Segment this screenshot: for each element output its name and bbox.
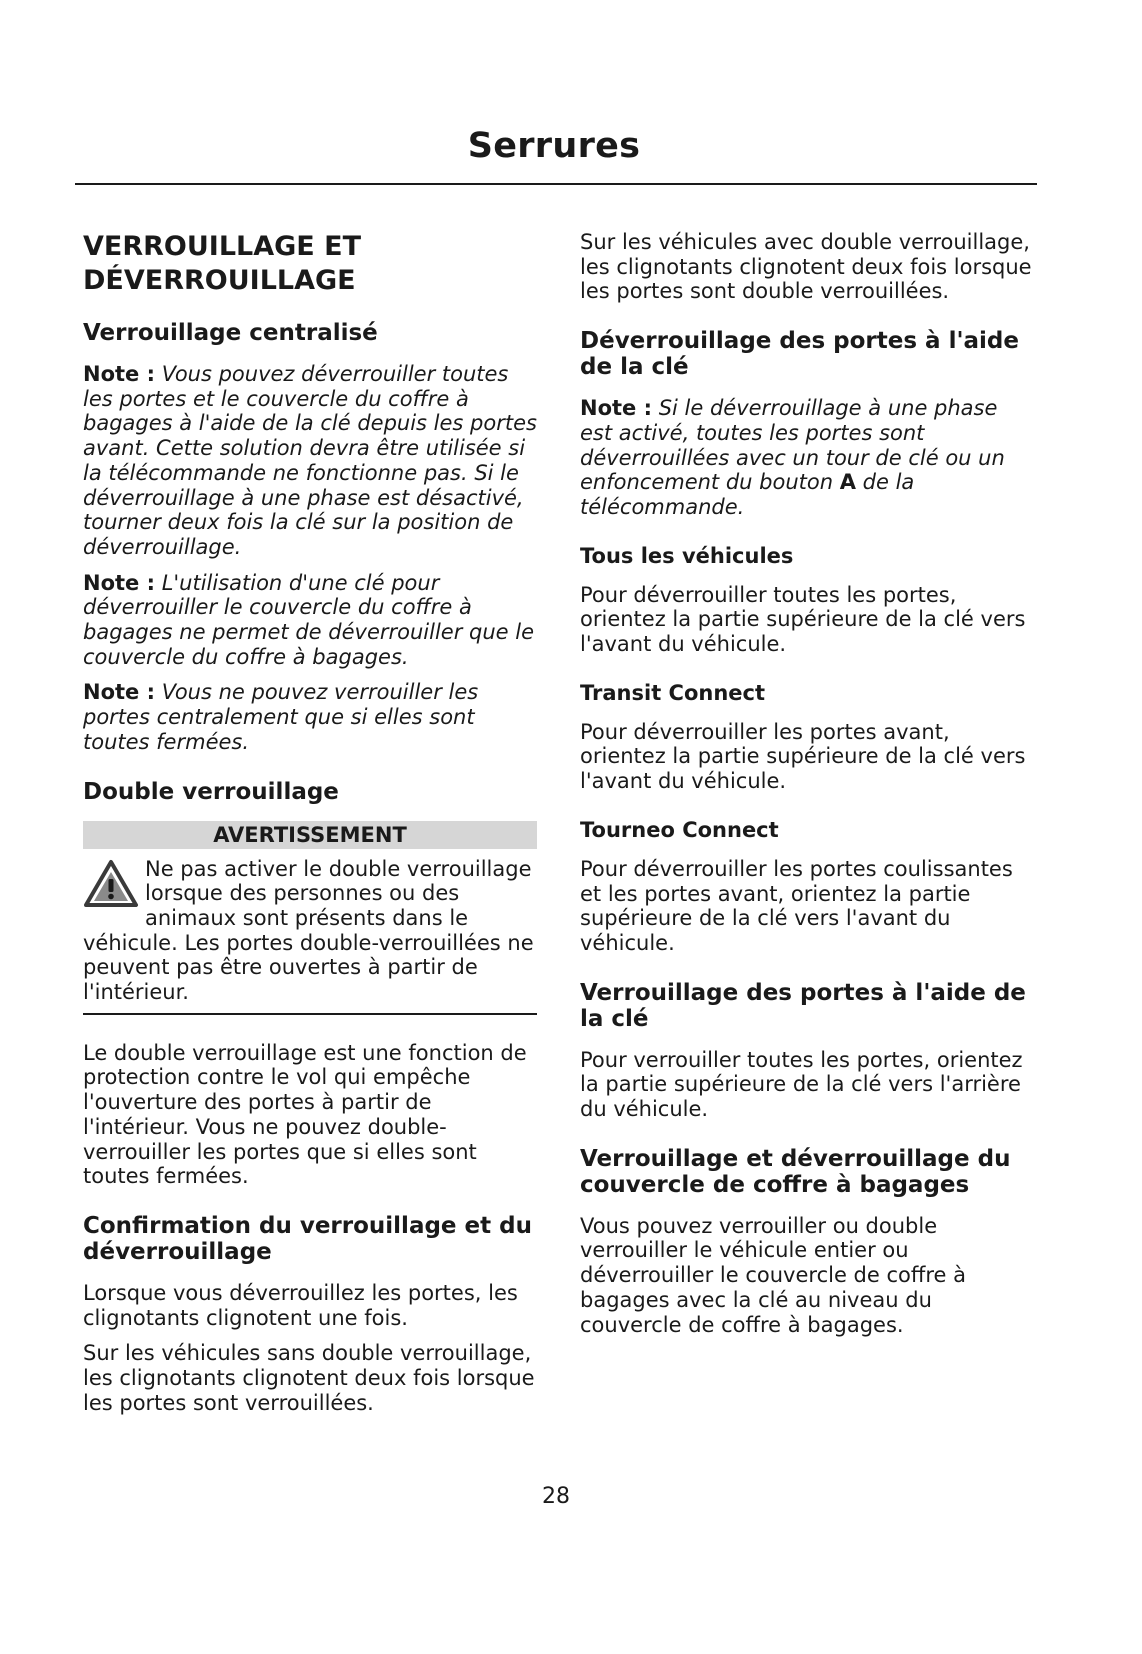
section-heading-locking: VERROUILLAGE ET DÉVERROUILLAGE: [83, 231, 362, 296]
warning-title-bar: AVERTISSEMENT: [83, 821, 537, 849]
note-central-2: [83, 571, 537, 670]
note-central-1: [83, 362, 537, 560]
note-text-end: de la télécommande.: [580, 470, 915, 519]
subheading-double-locking: Double verrouillage: [83, 778, 339, 805]
note-text: Si le déverrouillage à une phase est activé, toutes les portes sont déverrouillées avec un tour de clé ou un enfoncement du bouton: [580, 396, 1005, 495]
subheading-unlock-key: Déverrouillage des portes à l'aide de la clé: [580, 328, 1019, 381]
subheading-lock-key: Verrouillage des portes à l'aide de la clé: [580, 979, 1026, 1032]
subheading-central-locking: Verrouillage centralisé: [83, 320, 378, 346]
trunk-lid-text: Vous pouvez verrouiller ou double verrouiller le véhicule entier ou déverrouiller le couvercle de coffre à bagages avec la clé au niveau du couvercle de coffre à bagages.: [580, 1213, 966, 1337]
confirmation-paragraph-1: Lorsque vous déverrouillez les portes, les clignotants clignotent une fois.: [83, 1280, 518, 1330]
subheading-all-vehicles: Tous les véhicules: [580, 543, 794, 568]
note-label: Note :: [83, 570, 155, 595]
button-a-label: A: [839, 470, 856, 495]
note-label: Note :: [83, 362, 155, 386]
transit-connect-text: Pour déverrouiller les portes avant, orientez la partie supérieure de la clé vers l'avant du véhicule.: [580, 719, 1026, 794]
note-central-3: [83, 680, 537, 754]
warning-text: Ne pas activer le double verrouillage lorsque des personnes ou des animaux sont présents dans le véhicule. Les portes double-verrouillées ne peuvent pas être ouvertes à partir de l'intérieur.: [83, 856, 534, 1005]
subheading-transit-connect: Transit Connect: [580, 680, 766, 705]
confirmation-paragraph-2: Sur les véhicules sans double verrouillage, les clignotants clignotent deux fois lorsque les portes sont verrouillées.: [83, 1341, 535, 1415]
page-title: Serrures: [467, 126, 641, 166]
note-label: Note :: [83, 680, 155, 705]
subheading-trunk-lid: Verrouillage et déverrouillage du couvercle de coffre à bagages: [580, 1145, 1011, 1198]
tourneo-connect-text: Pour déverrouiller les portes coulissantes et les portes avant, orientez la partie supérieure de la clé vers l'avant du véhicule.: [580, 856, 1013, 955]
page-number: 28: [542, 1484, 570, 1509]
warning-divider: [83, 1013, 537, 1015]
warning-triangle-icon: [83, 859, 139, 909]
left-column: [83, 230, 537, 1427]
subheading-tourneo-connect: Tourneo Connect: [580, 817, 779, 842]
warning-box: [83, 857, 537, 1005]
all-vehicles-text: Pour déverrouiller toutes les portes, orientez la partie supérieure de la clé vers l'avant du véhicule.: [580, 582, 1026, 657]
subheading-confirmation: Confirmation du verrouillage et du déverrouillage: [83, 1212, 532, 1265]
note-unlock-key: [580, 396, 1034, 520]
note-text: Vous pouvez déverrouiller toutes les portes et le couvercle du coffre à bagages à l'aide de la clé depuis les portes avant. Cette solution devra être utilisée si la télécommande ne fonctionne pas. Si le déverrouillage à une phase est désactivé, tourner deux fois la clé sur la position de déverrouillage.: [83, 362, 537, 559]
title-divider: [75, 183, 1037, 185]
right-column: [580, 230, 1034, 1348]
note-label: Note :: [580, 396, 652, 421]
note-text: L'utilisation d'une clé pour déverrouiller le couvercle du coffre à bagages ne permet de déverrouiller que le couvercle du coffre à bagages.: [83, 570, 535, 669]
lock-key-text: Pour verrouiller toutes les portes, orientez la partie supérieure de la clé vers l'arrière du véhicule.: [580, 1047, 1023, 1122]
double-locking-indicator-paragraph: Sur les véhicules avec double verrouillage, les clignotants clignotent deux fois lorsque les portes sont double verrouillées.: [580, 230, 1032, 304]
double-locking-description: Le double verrouillage est une fonction de protection contre le vol qui empêche l'ouverture des portes à partir de l'intérieur. Vous ne pouvez double-verrouiller les portes que si elles sont toutes fermées.: [83, 1040, 527, 1189]
note-text: Vous ne pouvez verrouiller les portes centralement que si elles sont toutes fermées.: [83, 680, 479, 754]
